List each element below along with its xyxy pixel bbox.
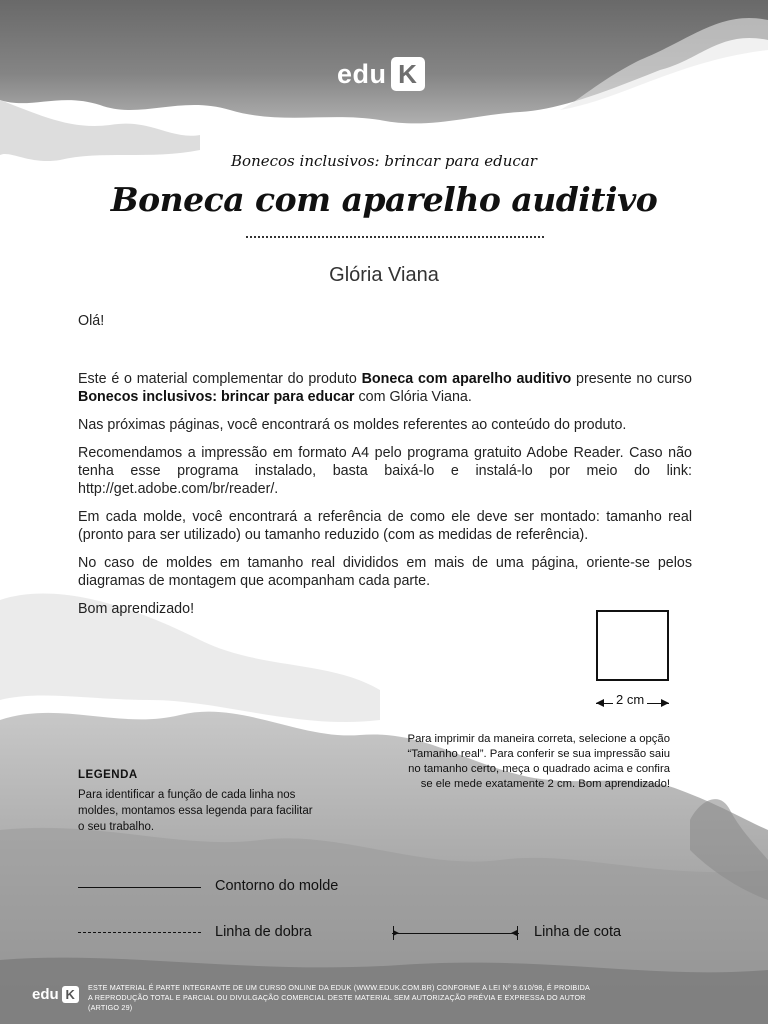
- document-title: Boneca com aparelho auditivo: [110, 180, 658, 219]
- p1-text-c: com Glória Viana.: [354, 389, 472, 405]
- paragraph-print: Recomendamos a impressão em formato A4 pelo programa gratuito Adobe Reader. Caso não tenha esse programa instalado, basta baixá-lo e instalá-lo por meio do link: http://get.adobe.com/br/reader/.: [78, 445, 692, 497]
- p1-text-a: Este é o material complementar do produto: [78, 371, 362, 387]
- eduk-logo: [337, 57, 425, 91]
- dimension-line: [392, 933, 519, 934]
- dotted-divider: [246, 236, 544, 238]
- legend-contour-label: Contorno do molde: [215, 878, 339, 894]
- legend-fold-label: Linha de dobra: [215, 924, 312, 940]
- paragraph-multipage: No caso de moldes em tamanho real divididos em mais de uma página, oriente-se pelos diagramas de montagem que acompanham cada parte.: [78, 555, 692, 589]
- legend-title: LEGENDA: [78, 769, 138, 781]
- print-instructions: Para imprimir da maneira correta, selecione a opção “Tamanho real”. Para conferir se sua impressão saiu no tamanho certo, meça o quadrado acima e confira se ele mede exatamente 2 cm. Bom aprendizado!: [407, 733, 670, 790]
- course-subtitle: Bonecos inclusivos: brincar para educar: [231, 152, 537, 170]
- intro-text: [78, 312, 692, 628]
- logo-word: edu: [337, 58, 387, 89]
- footer-logo: [32, 986, 79, 1003]
- paragraph-closing: Bom aprendizado!: [78, 601, 195, 617]
- fold-line-sample: [78, 932, 201, 933]
- dimension-line-sample: [392, 926, 519, 940]
- p1-text-b: presente no curso: [571, 371, 693, 387]
- greeting: Olá!: [78, 313, 105, 329]
- copyright-notice: [88, 983, 608, 1013]
- dimension-tick-right: [517, 926, 518, 940]
- calibration-square: [596, 610, 669, 681]
- dimension-arrow-left-icon: [393, 930, 399, 936]
- product-name: Boneca com aparelho auditivo: [361, 371, 572, 387]
- course-name: Bonecos inclusivos: brincar para educar: [78, 389, 355, 405]
- logo-k-badge: K: [391, 57, 425, 91]
- measure-label: 2 cm: [613, 692, 647, 707]
- legend-dimension-label: Linha de cota: [534, 924, 622, 940]
- footer-logo-word: edu: [32, 986, 59, 1003]
- paragraph-molds: Em cada molde, você encontrará a referência de como ele deve ser montado: tamanho real (pronto para ser utilizado) ou tamanho reduzido (com as medidas de referência).: [78, 509, 692, 543]
- arrow-right-icon: [661, 699, 669, 707]
- author-name: Glória Viana: [329, 264, 439, 286]
- copyright-line-2: A REPRODUÇÃO TOTAL E PARCIAL OU DIVULGAÇÃO COMERCIAL DESTE MATERIAL SEM AUTORIZAÇÃO PRÉVIA E EXPRESSA DO AUTOR (ARTIGO 29): [88, 993, 586, 1012]
- copyright-line-1: ESTE MATERIAL É PARTE INTEGRANTE DE UM CURSO ONLINE DA EDUK (WWW.EDUK.COM.BR) CONFORME A LEI Nº 9.610/98, É PROIBIDA: [88, 983, 591, 992]
- dimension-arrow-right-icon: [511, 930, 517, 936]
- footer-logo-k-badge: K: [62, 986, 79, 1003]
- measure-indicator: [596, 692, 669, 712]
- arrow-left-icon: [596, 699, 604, 707]
- contour-line-sample: [78, 887, 201, 888]
- legend-description: Para identificar a função de cada linha nos moldes, montamos essa legenda para facilitar o seu trabalho.: [78, 789, 313, 833]
- paragraph-intro: [78, 370, 692, 406]
- paragraph-pages: Nas próximas páginas, você encontrará os moldes referentes ao conteúdo do produto.: [78, 417, 627, 433]
